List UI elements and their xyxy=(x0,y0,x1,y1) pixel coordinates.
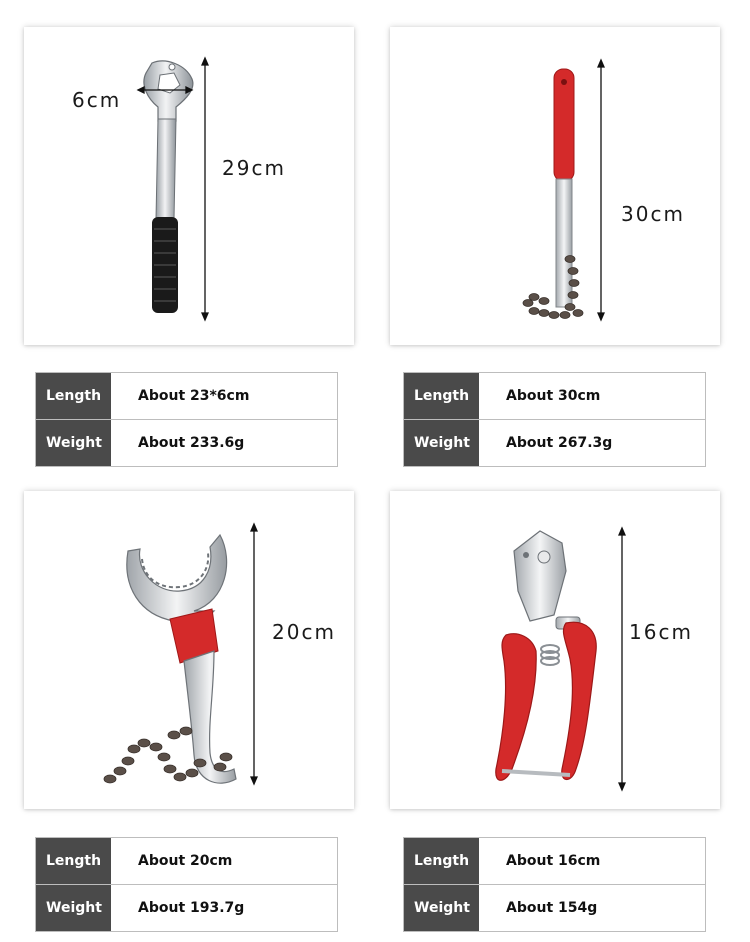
spec-row-weight xyxy=(404,419,705,466)
spec-row-length xyxy=(404,373,705,419)
dimension-label-height: 29cm xyxy=(222,156,286,180)
height-arrow xyxy=(202,58,208,320)
height-arrow xyxy=(619,528,625,790)
spec-value: About 233.6g xyxy=(138,435,245,451)
product-image-card-3 xyxy=(24,491,354,809)
spec-row-weight xyxy=(36,419,337,466)
pedal-wrench-illustration xyxy=(24,27,354,345)
spec-row-length xyxy=(36,838,337,884)
product-image-card-1 xyxy=(24,27,354,345)
product-image-card-4 xyxy=(390,491,720,809)
cable-cutter-illustration xyxy=(390,491,720,809)
spec-label: Length xyxy=(404,838,479,884)
dimension-label-height: 20cm xyxy=(272,620,336,644)
spec-value: About 23*6cm xyxy=(138,388,250,404)
product-image-card-2 xyxy=(390,27,720,345)
bottom-bracket-wrench-illustration xyxy=(24,491,354,809)
spec-label: Weight xyxy=(36,420,111,466)
spec-label: Length xyxy=(36,373,111,419)
spec-table-4 xyxy=(403,837,706,932)
dimension-label-height: 16cm xyxy=(629,620,693,644)
spec-label: Weight xyxy=(36,885,111,931)
spec-value: About 30cm xyxy=(506,388,601,404)
spec-label: Weight xyxy=(404,420,479,466)
spec-value: About 267.3g xyxy=(506,435,613,451)
spec-table-1 xyxy=(35,372,338,467)
spring xyxy=(541,645,559,665)
height-arrow xyxy=(598,60,604,320)
spec-row-weight xyxy=(404,884,705,931)
spec-value: About 20cm xyxy=(138,853,233,869)
dimension-label-width: 6cm xyxy=(72,88,122,112)
spec-row-weight xyxy=(36,884,337,931)
spec-table-2 xyxy=(403,372,706,467)
dimension-label-height: 30cm xyxy=(621,202,685,226)
spec-value: About 16cm xyxy=(506,853,601,869)
spec-table-3 xyxy=(35,837,338,932)
chain-links xyxy=(523,256,583,319)
height-arrow xyxy=(251,524,257,784)
spec-row-length xyxy=(404,838,705,884)
chain-whip-illustration xyxy=(390,27,720,345)
spec-label: Length xyxy=(36,838,111,884)
spec-value: About 193.7g xyxy=(138,900,245,916)
spec-label: Weight xyxy=(404,885,479,931)
spec-value: About 154g xyxy=(506,900,598,916)
spec-label: Length xyxy=(404,373,479,419)
spec-row-length xyxy=(36,373,337,419)
